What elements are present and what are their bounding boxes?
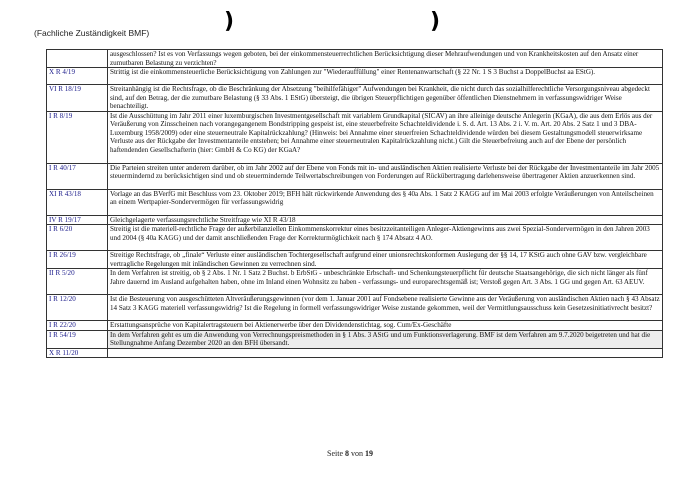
case-description: In dem Verfahren ist streitig, ob § 2 Abs. 1 Nr. 1 Satz 2 Buchst. b ErbStG - unbeschränkte Erbschaft- und Schenkungsteuerpflicht für deutsche Staatsangehörige, die sich nicht länger als fünf Jahre dauernd im Ausland aufgehalten haben, ohne im Inland einen Wohnsitz zu haben - verfassungs- und europarechtsgemäß ist; Verstoß gegen Art. 3 Abs. 1 GG und gegen Art. 63 AEUV. xyxy=(108,269,663,295)
page-footer xyxy=(0,449,700,458)
case-reference: I R 40/17 xyxy=(47,163,108,189)
case-reference: X R 4/19 xyxy=(47,68,108,85)
table-row xyxy=(47,163,663,189)
case-reference: I R 12/20 xyxy=(47,295,108,321)
case-reference: VI R 18/19 xyxy=(47,85,108,112)
case-description: Die Parteien streiten unter anderem darüber, ob im Jahr 2002 auf der Ebene von Fonds mit in- und ausländischen Aktien realisierte Verluste bei der Rückgabe der Investmentanteile im Jahr 2005 steuermindernd zu berücksichtigen sind und ob steuermindernde Teilwertabschreibungen von Forderungen auf Rückübertragung darlehensweise übertragener Aktien anzuerkennen sind. xyxy=(108,163,663,189)
table-row xyxy=(47,111,663,163)
case-reference: I R 22/20 xyxy=(47,321,108,331)
case-table xyxy=(46,49,663,358)
case-description xyxy=(108,348,663,358)
table-row xyxy=(47,348,663,358)
table-row xyxy=(47,251,663,269)
footer-middle: von xyxy=(349,449,365,458)
case-description: Strittig ist die einkommensteuerliche Berücksichtigung von Zahlungen zur "Wiederauffüllung" einer Rentenanwartschaft (§ 22 Nr. 1 S 3 Buchst a DoppelBuchst aa EStG). xyxy=(108,68,663,85)
case-description: Streitige Rechtsfrage, ob „finale“ Verluste einer ausländischen Tochtergesellschaft aufgrund einer unionsrechtskonformen Auslegung der §§ 14, 17 KStG auch ohne GAV bzw. vergleichbare vertragliche Regelungen mit inländischen Gewinnen zu verrechnen sind. xyxy=(108,251,663,269)
case-description: Gleichgelagerte verfassungsrechtliche Streitfrage wie XI R 43/18 xyxy=(108,215,663,225)
case-reference: XI R 43/18 xyxy=(47,189,108,215)
case-reference: IV R 19/17 xyxy=(47,215,108,225)
header-label: (Fachliche Zuständigkeit BMF) xyxy=(34,28,150,38)
case-description: Erstattungsansprüche von Kapitalertragsteuern bei Aktienerwerbe über den Dividendenstichtag, sog. Cum/Ex-Geschäfte xyxy=(108,321,663,331)
table-row xyxy=(47,68,663,85)
scan-mark-right: ) xyxy=(430,9,441,34)
table-row xyxy=(47,215,663,225)
case-description: Streitanhängig ist die Rechtsfrage, ob die Beschränkung der Absetzung "beihilfefähiger" Aufwendungen bei Krankheit, die nicht durch das sozialhilferechtliche Versorgungsniveau abgedeckt sind, auf den Betrag, der die zumutbare Belastung (§ 33 Abs. 1 EStG) übersteigt, die übrigen Steuerpflichtigen gegenüber öffentlichen Dienstnehmern in verfassungswidriger Weise benachteiligt. xyxy=(108,85,663,112)
page-number: 8 xyxy=(345,449,349,458)
case-description: Streitig ist die materiell-rechtliche Frage der außerbilanziellen Einkommenskorrektur eines besitzzeitanteiligen Anleger-Aktiengewinns aus zwei Spezial-Sondervermögen in den Jahren 2003 und 2004 (§ 40a KAGG) und der damit anschließenden Frage der Korrekturmöglichkeit nach § 174 Absatz 4 AO. xyxy=(108,225,663,251)
case-reference: X R 11/20 xyxy=(47,348,108,358)
case-description: ausgeschlossen? Ist es von Verfassungs wegen geboten, bei der einkommensteuerrechtlichen Berücksichtigung dieser Mehraufwendungen und von Krankheitskosten auf den Ansatz einer zumutbaren Belastung zu verzichten? xyxy=(108,50,663,68)
case-reference: I R 8/19 xyxy=(47,111,108,163)
case-reference: I R 54/19 xyxy=(47,330,108,348)
table-row xyxy=(47,189,663,215)
case-reference: I R 26/19 xyxy=(47,251,108,269)
table-row xyxy=(47,330,663,348)
scan-mark-left: ) xyxy=(224,9,235,34)
table-row xyxy=(47,321,663,331)
case-reference xyxy=(47,50,108,68)
table-row xyxy=(47,85,663,112)
case-reference: I R 6/20 xyxy=(47,225,108,251)
case-reference: II R 5/20 xyxy=(47,269,108,295)
case-description: In dem Verfahren geht es um die Anwendung von Verrechnungspreismethoden in § 1 Abs. 3 AStG und um Funktionsverlagerung. BMF ist dem Verfahren am 9.7.2020 beigetreten und hat die Stellungnahme Anfang Dezember 2020 an den BFH übersandt. xyxy=(108,330,663,348)
case-description: Vorlage an das BVerfG mit Beschluss vom 23. Oktober 2019; BFH hält rückwirkende Anwendung des § 40a Abs. 1 Satz 2 KAGG auf im Mai 2003 erfolgte Veräußerungen von Anteilscheinen an einem Wertpapier-Sondervermögen für verfassungswidrig xyxy=(108,189,663,215)
table-row xyxy=(47,50,663,68)
table-row xyxy=(47,269,663,295)
table-row xyxy=(47,225,663,251)
case-description: Ist die Besteuerung von ausgeschütteten Altveräußerungsgewinnen (vor dem 1. Januar 2001 auf Fondsebene realisierte Gewinne aus der Veräußerung von ausländischen Aktien nach § 43 Absatz 14 Satz 3 KAGG materiell verfassungswidrig? Ist die Regelung in formell verfassungswidriger Weise zustande gekommen, weil der Vermittlungsausschuss kein Gesetzesinitiativrecht besitzt? xyxy=(108,295,663,321)
footer-prefix: Seite xyxy=(327,449,345,458)
page-total: 19 xyxy=(365,449,373,458)
case-description: Ist die Ausschüttung im Jahr 2011 einer luxemburgischen Investmentgesellschaft mit variablem Grundkapital (SICAV) an ihre alleinige deutsche Anlegerin (KGaA), die aus dem Erlös aus der Veräußerung von Zinsscheinen nach vorangegangenem Bondstripping gespeist ist, eine steuerbefreite Schachteldividende i. S. d. Art. 13 Abs. 2 i. V. m. Art. 20 Abs. 2 Satz 1 und 3 DBA-Luxemburg 1958/2009) oder eine steuerneutrale Kapitalrückzahlung? (Hinweis: bei Annahme einer steuerfreien Schachteldividende würden bei diesem Gestaltungsmodell steuerwirksame Verluste aus der Rückgabe der Investmentanteile entstehen; bei Annahme einer steuerneutralen Kapitalrückzahlung nicht.) Gilt die Steuerbefreiung auch auf der Ebene der persönlich haftendenden Gesellschafterin (hier: GmbH & Co KG) der KGaA? xyxy=(108,111,663,163)
table-row xyxy=(47,295,663,321)
